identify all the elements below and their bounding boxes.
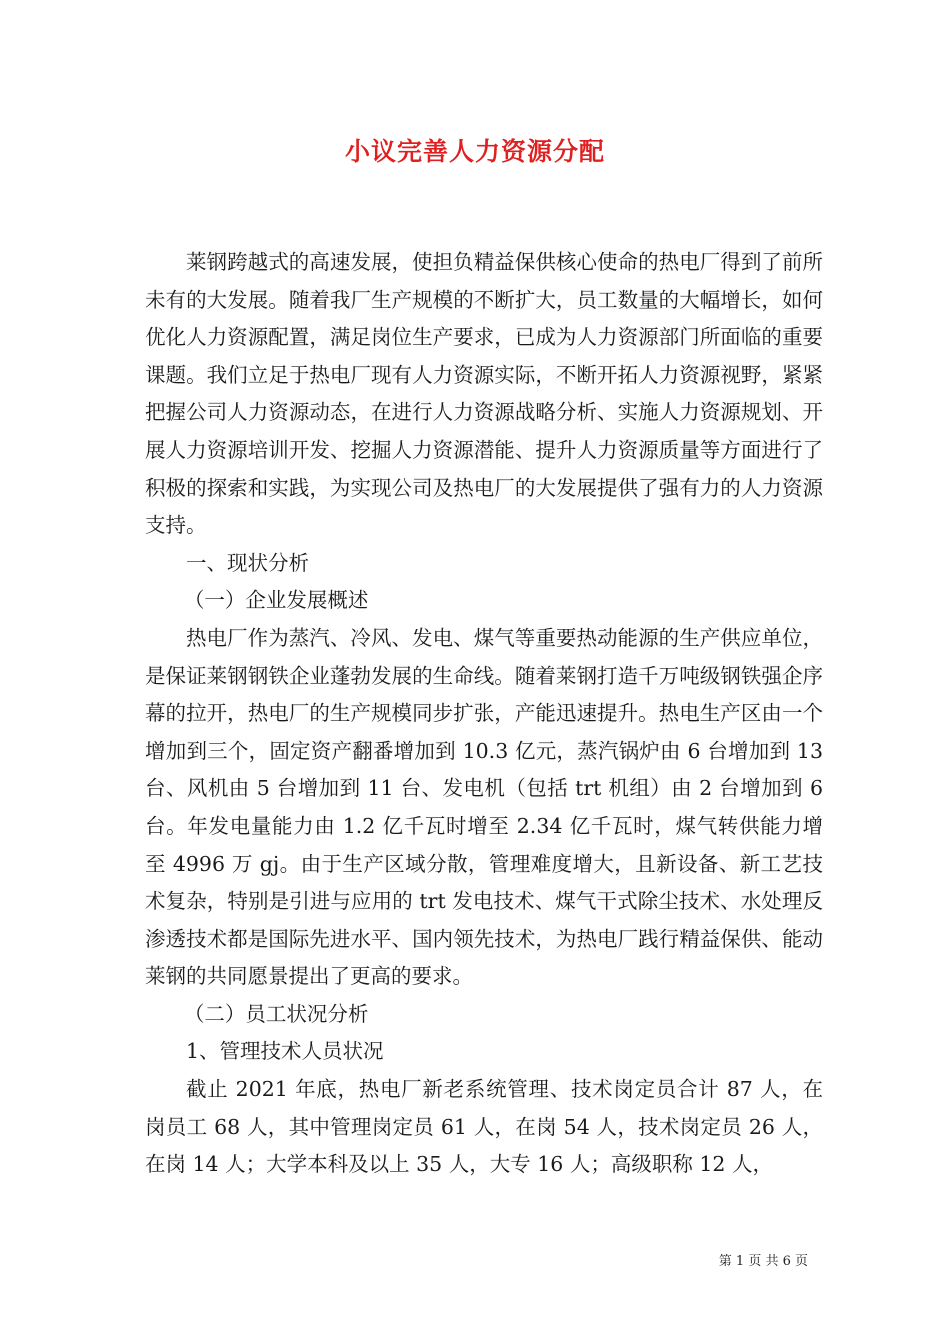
staff-statistics-paragraph: 截止 2021 年底，热电厂新老系统管理、技术岗定员合计 87 人，在岗员工 68 人，其中管理岗定员 61 人，在岗 54 人，技术岗定员 26 人，在岗 14 人；大学本科及以上 35 人，大专 16 人；高级职称 12 人，: [145, 1077, 823, 1177]
section-heading-status-analysis: 一、现状分析: [186, 550, 309, 575]
page-number: 第 1 页 共 6 页: [718, 1254, 808, 1269]
intro-paragraph: 莱钢跨越式的高速发展，使担负精益保供核心使命的热电厂得到了前所未有的大发展。随着我厂生产规模的不断扩大，员工数量的大幅增长，如何优化人力资源配置，满足岗位生产要求，已成为人力资源部门所面临的重要课题。我们立足于热电厂现有人力资源实际，不断开拓人力资源视野，紧紧把握公司人力资源动态，在进行人力资源战略分析、实施人力资源规划、开展人力资源培训开发、挖掘人力资源潜能、提升人力资源质量等方面进行了积极的探索和实践，为实现公司及热电厂的大发展提供了强有力的人力资源支持。: [145, 250, 823, 538]
subsection-heading-enterprise-overview: （一）企业发展概述: [183, 588, 369, 613]
heading-management-technical-staff: 1、管理技术人员状况: [186, 1039, 384, 1064]
document-body: [145, 244, 823, 1184]
document-title: 小议完善人力资源分配: [344, 137, 605, 166]
enterprise-overview-paragraph: 热电厂作为蒸汽、冷风、发电、煤气等重要热动能源的生产供应单位，是保证莱钢钢铁企业蓬勃发展的生命线。随着莱钢打造千万吨级钢铁强企序幕的拉开，热电厂的生产规模同步扩张，产能迅速提升。热电生产区由一个增加到三个，固定资产翻番增加到 10.3 亿元，蒸汽锅炉由 6 台增加到 13 台、风机由 5 台增加到 11 台、发电机（包括 trt 机组）由 2 台增加到 6 台。年发电量能力由 1.2 亿千瓦时增至 2.34 亿千瓦时，煤气转供能力增至 4996 万 gj。由于生产区域分散，管理难度增大，且新设备、新工艺技术复杂，特别是引进与应用的 trt 发电技术、煤气干式除尘技术、水处理反渗透技术都是国际先进水平、国内领先技术，为热电厂践行精益保供、能动莱钢的共同愿景提出了更高的要求。: [145, 625, 823, 989]
subsection-heading-staff-analysis: （二）员工状况分析: [183, 1001, 369, 1026]
